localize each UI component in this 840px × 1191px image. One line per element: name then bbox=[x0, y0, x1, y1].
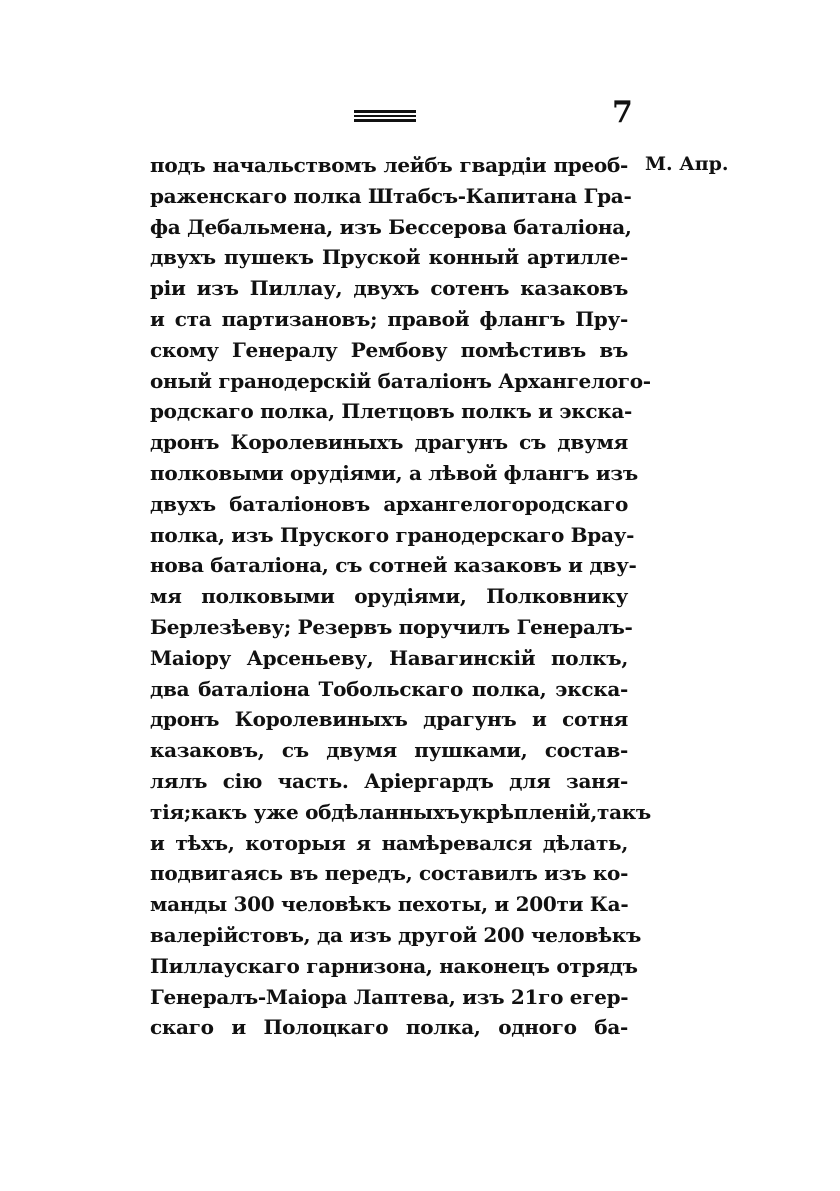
ornament-bar-middle bbox=[354, 115, 416, 117]
page-number: 7 bbox=[612, 95, 633, 130]
margin-date-note: М. Апр. bbox=[645, 153, 729, 175]
header-ornament-rule bbox=[354, 110, 416, 122]
text-line: казаковъ, съ двумя пушками, состав- bbox=[150, 738, 628, 763]
text-line: тія;какъ уже обдѣланныхъукрѣпленій,такъ bbox=[150, 799, 651, 824]
text-line: лялъ сію часть. Аріергардъ для заня- bbox=[150, 768, 628, 793]
text-line: манды 300 человѣкъ пехоты, и 200ти Ка- bbox=[150, 892, 629, 917]
text-line: двухъ пушекъ Пруской конный артилле- bbox=[150, 245, 628, 270]
text-line: нова баталіона, съ сотней казаковъ и дву- bbox=[150, 553, 637, 578]
text-line: Берлезѣеву; Резервъ поручилъ Генералъ- bbox=[150, 614, 633, 639]
text-line: скаго и Полоцкаго полка, одного ба- bbox=[150, 1015, 628, 1040]
text-line: Маіору Арсеньеву, Навагинскій полкъ, bbox=[150, 645, 628, 670]
text-line: дронъ Королевиныхъ драгунъ и сотня bbox=[150, 707, 628, 732]
text-line: Пиллаускаго гарнизона, наконецъ отрядъ bbox=[150, 953, 638, 978]
body-text bbox=[150, 150, 651, 1043]
text-line: подвигаясь въ передъ, составилъ изъ ко- bbox=[150, 861, 629, 886]
text-line: полковыми орудіями, а лѣвой флангъ изъ bbox=[150, 460, 638, 485]
text-line: скому Генералу Рембову помѣстивъ въ bbox=[150, 337, 628, 362]
text-line: родскаго полка, Плетцовъ полкъ и экска- bbox=[150, 399, 633, 424]
text-line: фа Дебальмена, изъ Бессерова баталіона, bbox=[150, 214, 632, 239]
text-line: и тѣхъ, которыя я намѣревался дѣлать, bbox=[150, 830, 628, 855]
text-line: два баталіона Тобольскаго полка, экска- bbox=[150, 676, 628, 701]
text-line: полка, изъ Пруского гранодерскаго Врау- bbox=[150, 522, 635, 547]
text-line: и ста партизановъ; правой флангъ Пру- bbox=[150, 306, 628, 331]
text-line: дронъ Королевиныхъ драгунъ съ двумя bbox=[150, 430, 628, 455]
ornament-bar-bottom bbox=[354, 119, 416, 122]
text-line: Генералъ-Маіора Лаптева, изъ 21го егер- bbox=[150, 984, 629, 1009]
text-line: двухъ баталіоновъ архангелогородскаго bbox=[150, 491, 628, 516]
text-line: раженскаго полка Штабсъ-Капитана Гра- bbox=[150, 183, 632, 208]
text-line: подъ начальствомъ лейбъ гвардіи преоб- bbox=[150, 153, 628, 177]
text-line: ріи изъ Пиллау, двухъ сотенъ казаковъ bbox=[150, 276, 628, 301]
text-line: оный гранодерскій баталіонъ Архангелого- bbox=[150, 368, 651, 393]
ornament-bar-top bbox=[354, 110, 416, 113]
text-line: мя полковыми орудіями, Полковнику bbox=[150, 584, 628, 609]
text-line: валерійстовъ, да изъ другой 200 человѣкъ bbox=[150, 922, 642, 947]
